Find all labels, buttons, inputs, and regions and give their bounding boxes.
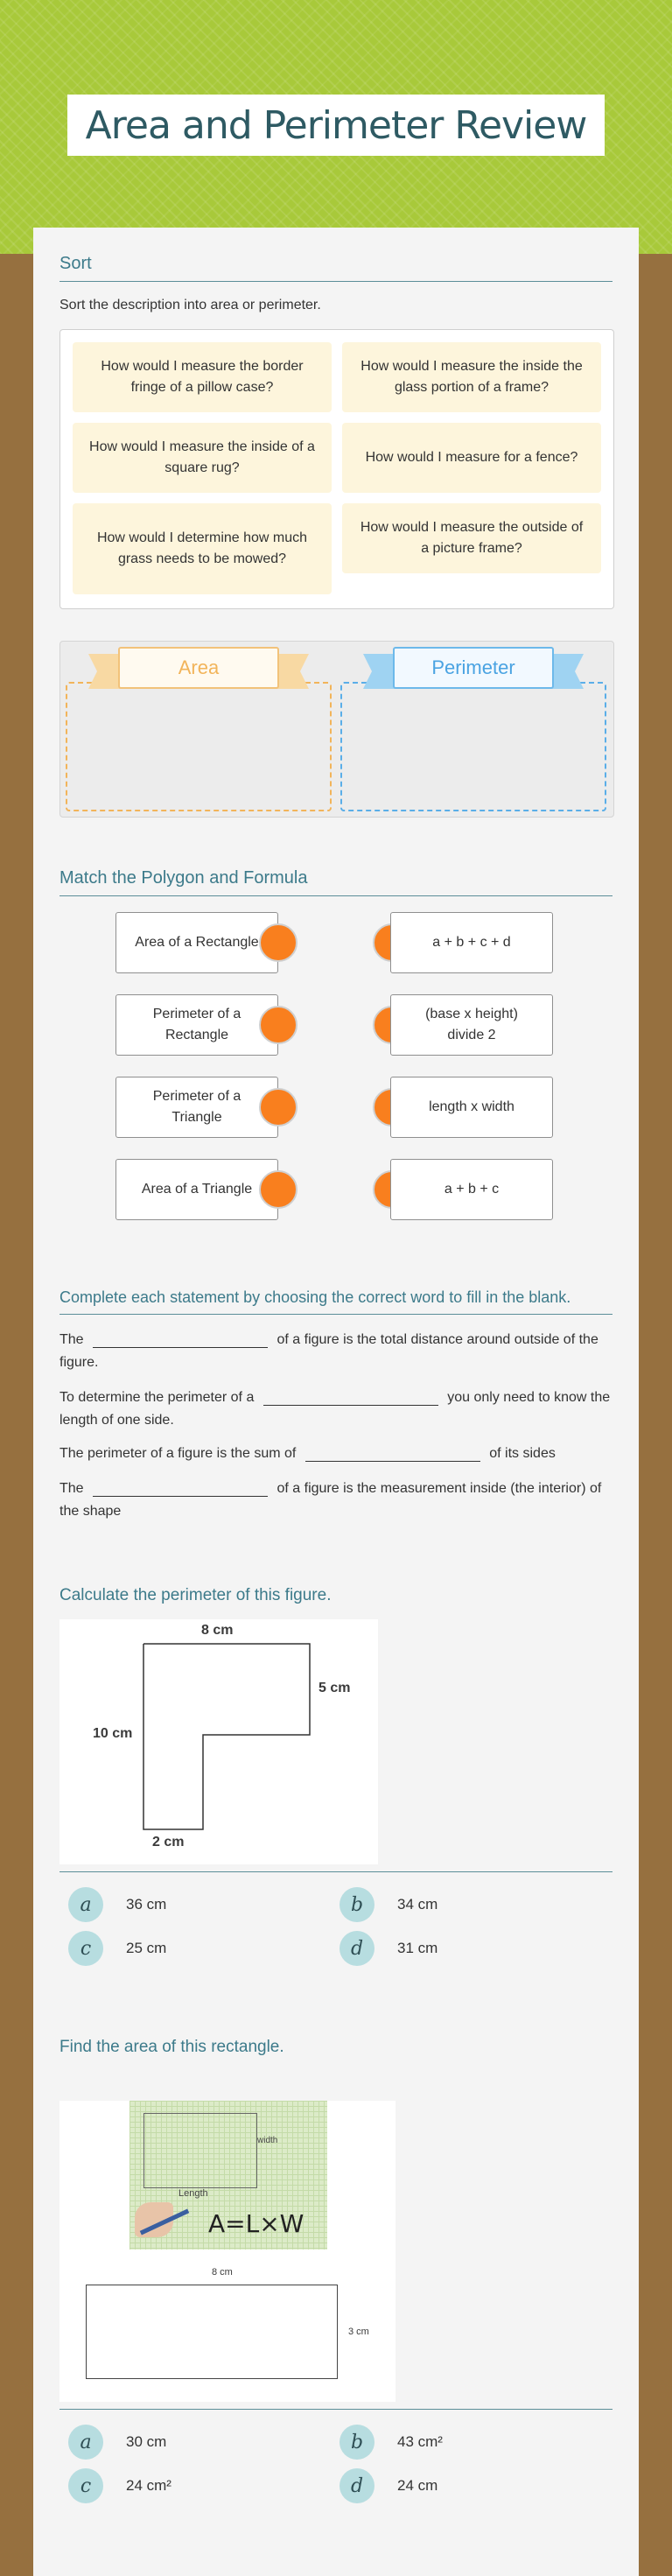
match-connector-dot[interactable] <box>259 923 298 962</box>
length-label: Length <box>178 2188 208 2199</box>
option-text[interactable]: 43 cm² <box>397 2433 443 2450</box>
option-d-icon[interactable]: d <box>340 1931 374 1966</box>
fill-statement: To determine the perimeter of a you only need to know the length of one side. <box>60 1390 611 1428</box>
sort-item[interactable]: How would I measure for a fence? <box>342 423 601 493</box>
option-text[interactable]: 31 cm <box>397 1940 438 1956</box>
option-a-icon[interactable]: a <box>68 2425 103 2460</box>
perimeter-question-heading: Calculate the perimeter of this figure. <box>60 1586 332 1604</box>
fill-statement: The of a figure is the total distance around outside of the figure. <box>60 1332 598 1370</box>
match-connector-dot[interactable] <box>259 1088 298 1127</box>
fill-blank[interactable] <box>93 1331 268 1348</box>
match-connector-dot[interactable] <box>259 1170 298 1209</box>
l-shape-figure <box>60 1619 378 1864</box>
option-text[interactable]: 34 cm <box>397 1896 438 1913</box>
area-divider <box>60 2409 612 2410</box>
fill-heading: Complete each statement by choosing the correct word to fill in the blank. <box>60 1288 612 1315</box>
option-text[interactable]: 24 cm² <box>126 2477 172 2494</box>
area-rectangle <box>86 2285 338 2379</box>
match-right-item[interactable]: a + b + c <box>390 1159 553 1220</box>
illustration-rectangle <box>144 2113 257 2188</box>
option-text[interactable]: 30 cm <box>126 2433 167 2450</box>
area-question-heading: Find the area of this rectangle. <box>60 2038 284 2056</box>
fill-blank[interactable] <box>263 1389 438 1406</box>
area-figure <box>60 2101 396 2402</box>
option-a-icon[interactable]: a <box>68 1887 103 1922</box>
l-shape-left-label: 10 cm <box>93 1726 133 1741</box>
l-shape-top-label: 8 cm <box>201 1623 234 1638</box>
match-right-item[interactable]: a + b + c + d <box>390 912 553 973</box>
formula-illustration <box>130 2101 327 2250</box>
sort-instruction: Sort the description into area or perimeter. <box>60 298 321 312</box>
match-right-item[interactable]: length x width <box>390 1077 553 1138</box>
l-shape-bottom-label: 2 cm <box>152 1835 185 1850</box>
formula-text: A=L×W <box>208 2209 304 2238</box>
page-title: Area and Perimeter Review <box>85 102 587 148</box>
fill-statement: The perimeter of a figure is the sum of of its sides <box>60 1446 556 1461</box>
area-ribbon <box>88 647 309 687</box>
match-heading: Match the Polygon and Formula <box>60 868 612 896</box>
option-b-icon[interactable]: b <box>340 2425 374 2460</box>
sort-item[interactable]: How would I measure the inside the glass portion of a frame? <box>342 342 601 412</box>
sort-item[interactable]: How would I measure the outside of a picture frame? <box>342 503 601 573</box>
match-right-item[interactable]: (base x height) divide 2 <box>390 994 553 1056</box>
sort-item[interactable]: How would I measure the border fringe of a pillow case? <box>73 342 332 412</box>
perimeter-drop-zone[interactable] <box>340 682 606 811</box>
option-c-icon[interactable]: c <box>68 1931 103 1966</box>
rect-right-label: 3 cm <box>348 2327 369 2337</box>
fill-blank[interactable] <box>305 1445 480 1462</box>
fill-statement: The of a figure is the measurement inside (the interior) of the shape <box>60 1481 602 1519</box>
perimeter-divider <box>60 1871 612 1872</box>
rect-top-label: 8 cm <box>212 2267 233 2278</box>
sort-item[interactable]: How would I measure the inside of a square rug? <box>73 423 332 493</box>
match-left-item[interactable]: Area of a Rectangle <box>116 912 278 973</box>
width-label: width <box>257 2136 278 2145</box>
sort-drop-area <box>60 641 614 818</box>
option-c-icon[interactable]: c <box>68 2468 103 2503</box>
perimeter-ribbon <box>363 647 584 687</box>
fill-blank[interactable] <box>93 1480 268 1497</box>
area-drop-zone[interactable] <box>66 682 332 811</box>
perimeter-category-label: Perimeter <box>393 647 554 689</box>
option-text[interactable]: 24 cm <box>397 2477 438 2494</box>
sort-items-box <box>60 329 614 609</box>
worksheet-card <box>33 228 639 2576</box>
option-b-icon[interactable]: b <box>340 1887 374 1922</box>
sort-heading: Sort <box>60 254 612 282</box>
option-d-icon[interactable]: d <box>340 2468 374 2503</box>
match-connector-dot[interactable] <box>259 1006 298 1044</box>
option-text[interactable]: 25 cm <box>126 1940 167 1956</box>
sort-item[interactable]: How would I determine how much grass needs to be mowed? <box>73 503 332 594</box>
match-left-item[interactable]: Area of a Triangle <box>116 1159 278 1220</box>
option-text[interactable]: 36 cm <box>126 1896 167 1913</box>
l-shape-right-label: 5 cm <box>318 1681 351 1695</box>
title-banner <box>67 95 605 156</box>
match-left-item[interactable]: Perimeter of a Rectangle <box>116 994 278 1056</box>
area-category-label: Area <box>118 647 279 689</box>
match-left-item[interactable]: Perimeter of a Triangle <box>116 1077 278 1138</box>
